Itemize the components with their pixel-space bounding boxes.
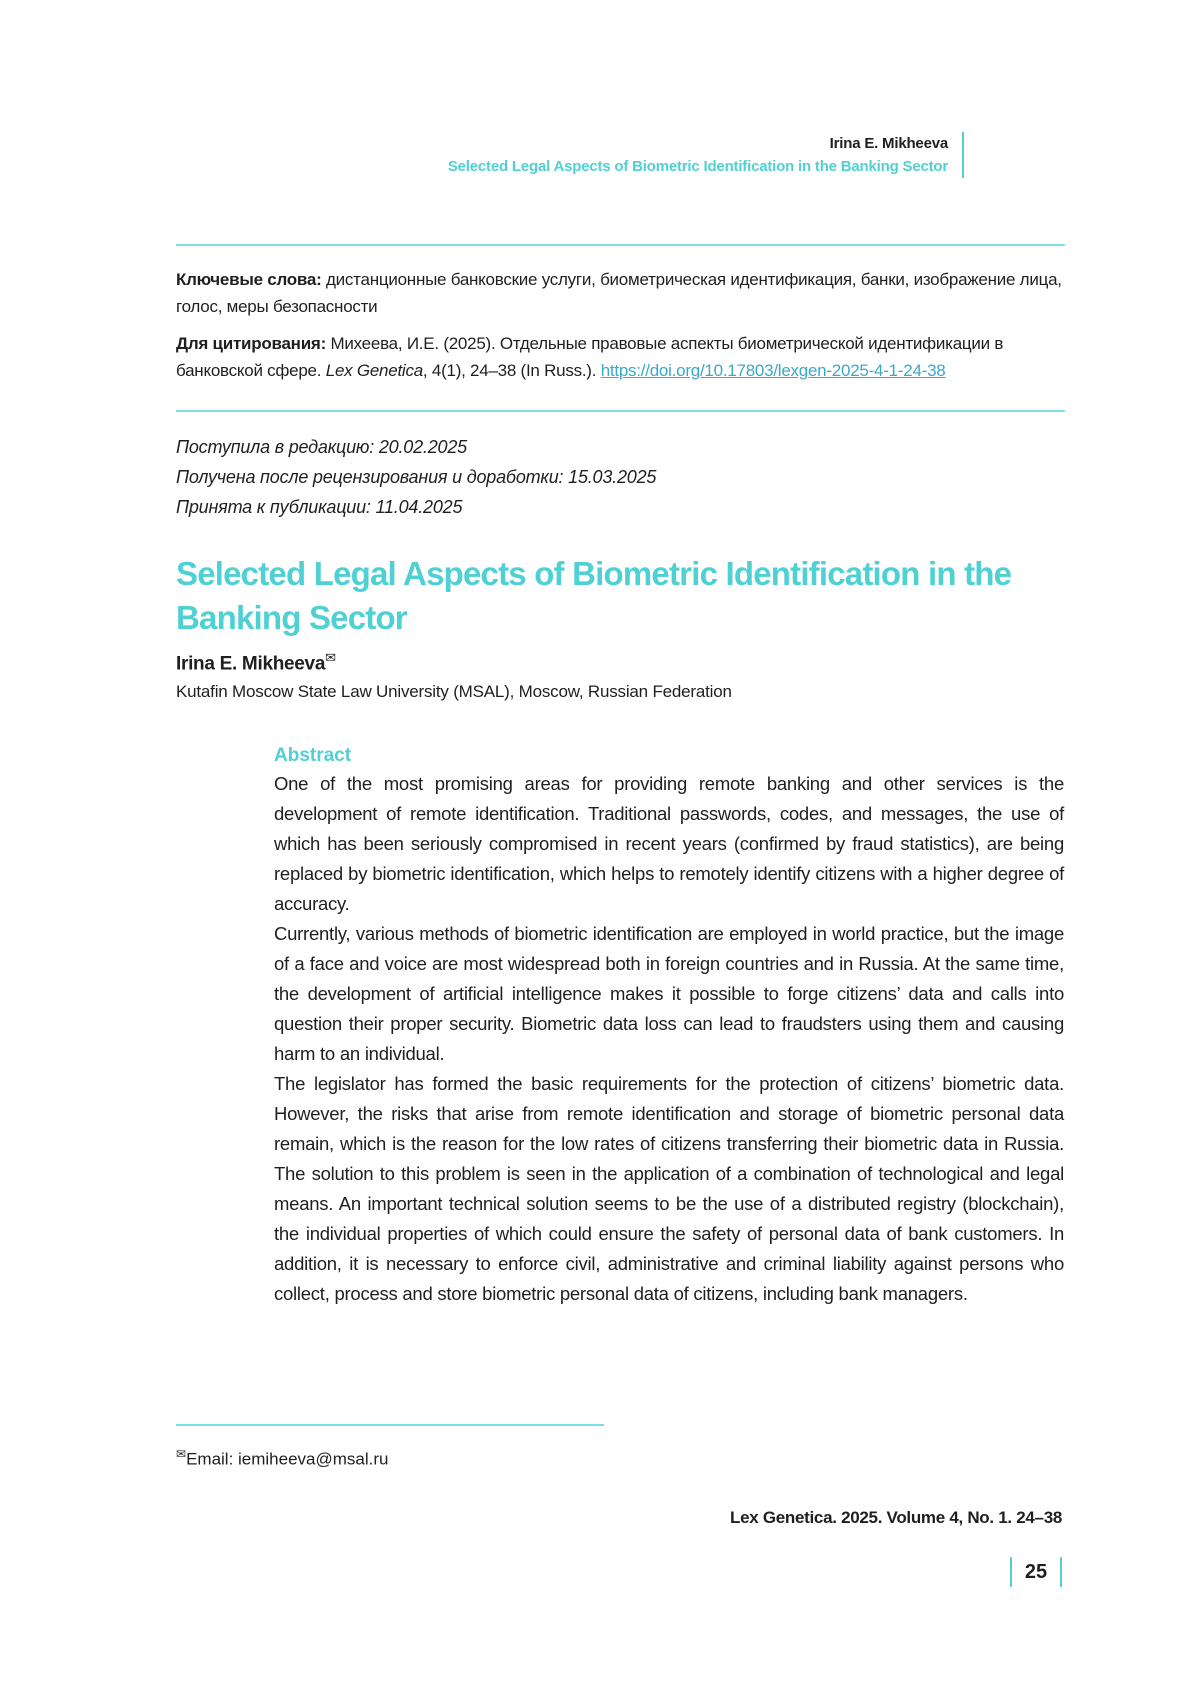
dates-block (176, 432, 656, 522)
doi-link[interactable]: https://doi.org/10.17803/lexgen-2025-4-1-24-38 (600, 361, 946, 380)
top-divider (176, 244, 1065, 246)
citation-details: , 4(1), 24–38 (In Russ.). (422, 361, 597, 380)
running-head-author: Irina E. Mikheeva (829, 135, 948, 152)
abstract (274, 743, 1064, 1309)
author-line (176, 650, 336, 675)
keywords-block (176, 266, 1066, 320)
envelope-icon: ✉ (176, 1447, 187, 1461)
abstract-heading: Abstract (274, 745, 352, 766)
meta-divider (176, 410, 1065, 412)
abstract-paragraph: Currently, various methods of biometric identification are employed in world practice, but the image of a face and voice are most widespread both in foreign countries and in Russia. At the same time, the development of artificial intelligence makes it possible to forge citizens’ data and calls into question their proper security. Biometric data loss can lead to fraudsters using them and causing harm to an individual. (274, 923, 1064, 1064)
footnote-email: Email: iemiheeva@msal.ru (186, 1449, 389, 1469)
citation-text: Михеева, И.Е. (2025). Отдельные правовые аспекты биометрической идентификации в банковской сфере. (176, 334, 1004, 380)
keywords-text: дистанционные банковские услуги, биометрическая идентификация, банки, изображение лица, голос, меры безопасности (176, 270, 1062, 316)
citation-label: Для цитирования: (176, 334, 326, 353)
author-name: Irina E. Mikheeva (176, 653, 326, 675)
footnote-divider (176, 1424, 604, 1426)
running-head-title: Selected Legal Aspects of Biometric Identification in the Banking Sector (447, 158, 948, 175)
journal-reference: Lex Genetica. 2025. Volume 4, No. 1. 24–38 (730, 1508, 1062, 1527)
article-title: Selected Legal Aspects of Biometric Identification in the Banking Sector (176, 555, 1012, 636)
revised-date: Получена после рецензирования и доработки: 15.03.2025 (176, 467, 657, 487)
page-number: 25 (1010, 1557, 1062, 1587)
citation-journal: Lex Genetica (325, 361, 423, 380)
footnote (176, 1447, 389, 1470)
received-date: Поступила в редакцию: 20.02.2025 (176, 437, 467, 457)
abstract-paragraph: The legislator has formed the basic requirements for the protection of citizens’ biometric data. However, the risks that arise from remote identification and storage of biometric personal data remain, which is the reason for the low rates of citizens transferring their biometric data in Russia. The solution to this problem is seen in the application of a combination of technological and legal means. An important technical solution seems to be the use of a distributed registry (blockchain), the individual properties of which could ensure the safety of personal data of bank customers. In addition, it is necessary to enforce civil, administrative and criminal liability against persons who collect, process and store biometric personal data of citizens, including bank managers. (274, 1073, 1064, 1304)
affiliation: Kutafin Moscow State Law University (MSAL), Moscow, Russian Federation (176, 682, 732, 701)
accepted-date: Принята к публикации: 11.04.2025 (176, 497, 463, 517)
running-head (448, 132, 964, 178)
abstract-paragraph: One of the most promising areas for providing remote banking and other services is the development of remote identification. Traditional passwords, codes, and messages, the use of which has been seriously compromised in recent years (confirmed by fraud statistics), are being replaced by biometric identification, which helps to remotely identify citizens with a higher degree of accuracy. (274, 773, 1064, 914)
keywords-label: Ключевые слова: (176, 270, 322, 289)
citation-block (176, 330, 1066, 384)
envelope-icon: ✉ (325, 650, 336, 665)
